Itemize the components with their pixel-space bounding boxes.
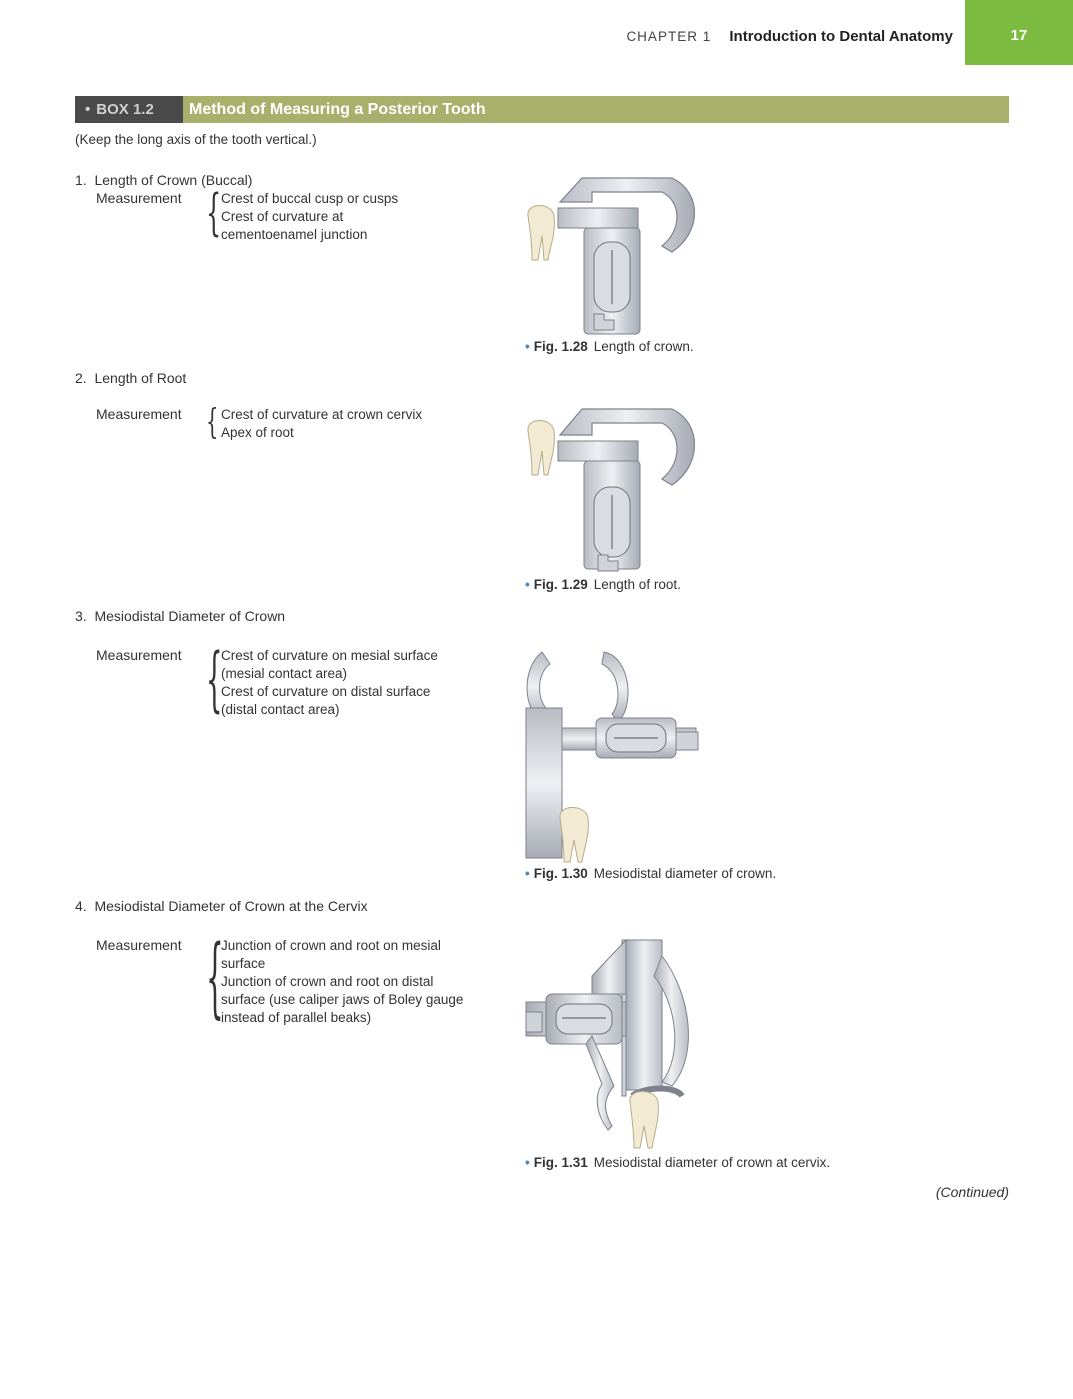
measurement-label: Measurement — [96, 406, 182, 422]
figure-caption-text: Length of crown. — [593, 339, 694, 354]
brace-icon: { — [206, 639, 223, 721]
criteria-line: instead of parallel beaks) — [221, 1010, 372, 1025]
criteria-line: Crest of curvature at — [221, 209, 344, 224]
item-number: 3. — [75, 608, 87, 624]
measurement-label: Measurement — [96, 937, 182, 953]
figure-caption — [525, 577, 681, 592]
box-title: Method of Measuring a Posterior Tooth — [189, 101, 486, 118]
criteria-line: cementoenamel junction — [221, 227, 368, 242]
figure-number: Fig. 1.29 — [533, 577, 588, 592]
figure-caption-text: Mesiodistal diameter of crown at cervix. — [593, 1155, 831, 1170]
item-title — [75, 172, 252, 188]
item-title — [75, 370, 186, 386]
figure-number: Fig. 1.31 — [533, 1155, 588, 1170]
item-name: Mesiodistal Diameter of Crown — [94, 608, 286, 624]
figure-1-30-illustration — [522, 648, 702, 864]
box-header — [75, 96, 1009, 123]
figure-number: Fig. 1.30 — [533, 866, 588, 881]
item-name: Length of Root — [94, 370, 187, 386]
chapter-label: CHAPTER 1 — [626, 29, 712, 44]
caption-bullet: • — [525, 866, 530, 881]
figure-caption — [525, 866, 776, 881]
figure-1-28-illustration — [522, 172, 702, 338]
item-title — [75, 608, 285, 624]
figure-1-31-illustration — [522, 936, 702, 1154]
brace-icon: { — [206, 402, 219, 443]
running-header — [626, 28, 953, 45]
caption-bullet: • — [525, 1155, 530, 1170]
item-number: 1. — [75, 172, 87, 188]
continued-note: (Continued) — [935, 1184, 1009, 1200]
item-number: 4. — [75, 898, 87, 914]
measurement-criteria — [221, 190, 398, 244]
criteria-line: Junction of crown and root on distal — [221, 974, 434, 989]
figure-1-29-illustration — [522, 405, 702, 575]
figure-caption-text: Length of root. — [593, 577, 681, 592]
figure-caption — [525, 1155, 830, 1170]
box-label — [75, 96, 183, 123]
figure-caption-text: Mesiodistal diameter of crown. — [593, 866, 777, 881]
page-number-tab — [965, 0, 1073, 65]
chapter-title: Introduction to Dental Anatomy — [729, 28, 953, 45]
criteria-line: Crest of curvature at crown cervix — [221, 407, 423, 422]
measurement-label: Measurement — [96, 647, 182, 663]
criteria-line: Crest of buccal cusp or cusps — [221, 191, 399, 206]
page-number: 17 — [1010, 27, 1028, 44]
box-bullet: • — [85, 101, 91, 118]
box-note: (Keep the long axis of the tooth vertical.) — [75, 132, 317, 147]
measurement-criteria — [221, 647, 438, 719]
criteria-line: Crest of curvature on mesial surface — [221, 648, 438, 663]
measurement-criteria — [221, 937, 463, 1027]
brace-icon: { — [206, 184, 222, 242]
criteria-line: surface (use caliper jaws of Boley gauge — [221, 992, 464, 1007]
criteria-line: (mesial contact area) — [221, 666, 348, 681]
item-name: Length of Crown (Buccal) — [94, 172, 253, 188]
caption-bullet: • — [525, 577, 530, 592]
item-number: 2. — [75, 370, 87, 386]
measurement-criteria — [221, 406, 422, 442]
criteria-line: surface — [221, 956, 266, 971]
criteria-line: Junction of crown and root on mesial — [221, 938, 441, 953]
item-title — [75, 898, 368, 914]
criteria-line: (distal contact area) — [221, 702, 340, 717]
item-name: Mesiodistal Diameter of Crown at the Cervix — [94, 898, 368, 914]
box-number: BOX 1.2 — [96, 101, 154, 118]
criteria-line: Apex of root — [221, 425, 294, 440]
criteria-line: Crest of curvature on distal surface — [221, 684, 431, 699]
figure-number: Fig. 1.28 — [533, 339, 588, 354]
caption-bullet: • — [525, 339, 530, 354]
measurement-label: Measurement — [96, 190, 182, 206]
figure-caption — [525, 339, 694, 354]
brace-icon: { — [206, 925, 224, 1028]
